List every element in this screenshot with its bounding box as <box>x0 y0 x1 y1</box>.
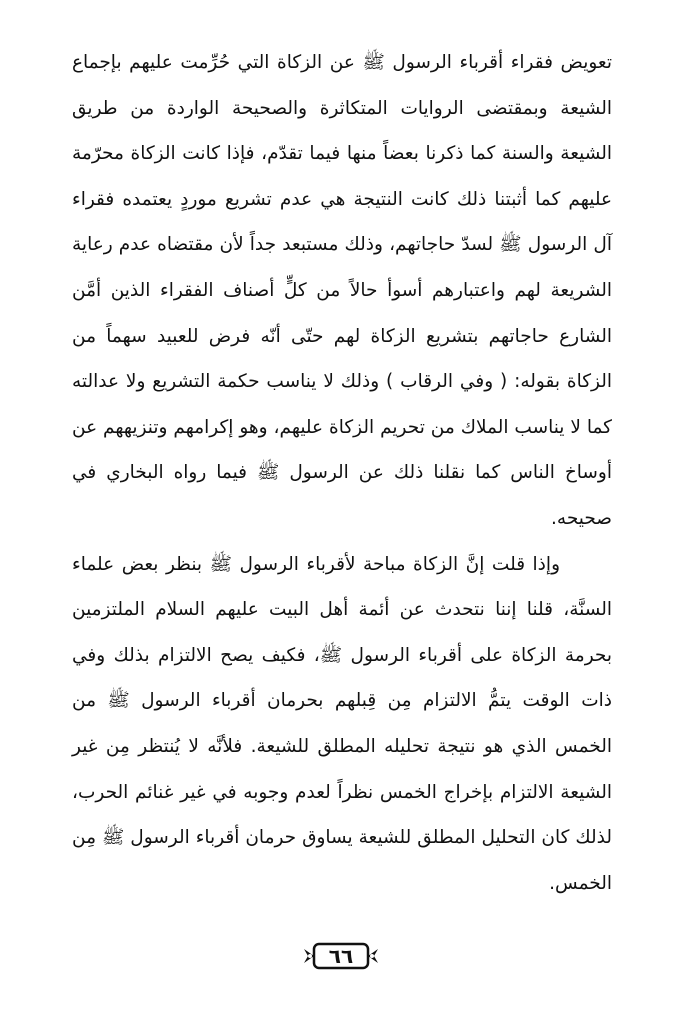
body-paragraph-2: وإذا قلت إنَّ الزكاة مباحة لأقرباء الرسول ﷺ بنظر بعض علماء السنَّة، قلنا إننا نتحدث عن أئمة أهل البيت عليهم السلام الملتزمين بحرمة الزكاة على أقرباء الرسول ﷺ، فكيف يصح الالتزام بذلك وفي ذات الوقت يتمُّ الالتزام مِن قِبلهم بحرمان أقرباء الرسول ﷺ من الخمس الذي هو نتيجة تحليله المطلق للشيعة. فلأنَّه لا يُنتظر مِن غير الشيعة الالتزام بإخراج الخمس نظراً لعدم وجوبه في غير غنائم الحرب، لذلك كان التحليل المطلق للشيعة يساوق حرمان أقرباء الرسول ﷺ مِن الخمس. <box>72 553 612 894</box>
page-number-ornament <box>300 940 382 972</box>
body-paragraph-1: تعويض فقراء أقرباء الرسول ﷺ عن الزكاة التي حُرِّمت عليهم بإجماع الشيعة وبمقتضى الروايات المتكاثرة والصحيحة الواردة من طريق الشيعة والسنة كما ذكرنا بعضاً منها فيما تقدّم، فإذا كانت الزكاة محرّمة عليهم كما أثبتنا ذلك كانت النتيجة هي عدم تشريع موردٍ يعتمده فقراء آل الرسول ﷺ لسدّ حاجاتهم، وذلك مستبعد جداً لأن مقتضاه عدم رعاية الشريعة لهم واعتبارهم أسوأ حالاً من كلٍّ أصناف الفقراء الذين أمَّن الشارع حاجاتهم بتشريع الزكاة لهم حتّى أنّه فرض للعبيد سهماً من الزكاة بقوله: ( وفي الرقاب ) وذلك لا يناسب حكمة التشريع ولا عدالته كما لا يناسب الملاك من تحريم الزكاة عليهم، وهو إكرامهم وتنزيههم عن أوساخ الناس كما نقلنا ذلك عن الرسول ﷺ فيما رواه البخاري في صحيحه. <box>72 52 612 529</box>
page-body-text <box>72 40 612 906</box>
page-number: ٦٦ <box>328 944 354 968</box>
